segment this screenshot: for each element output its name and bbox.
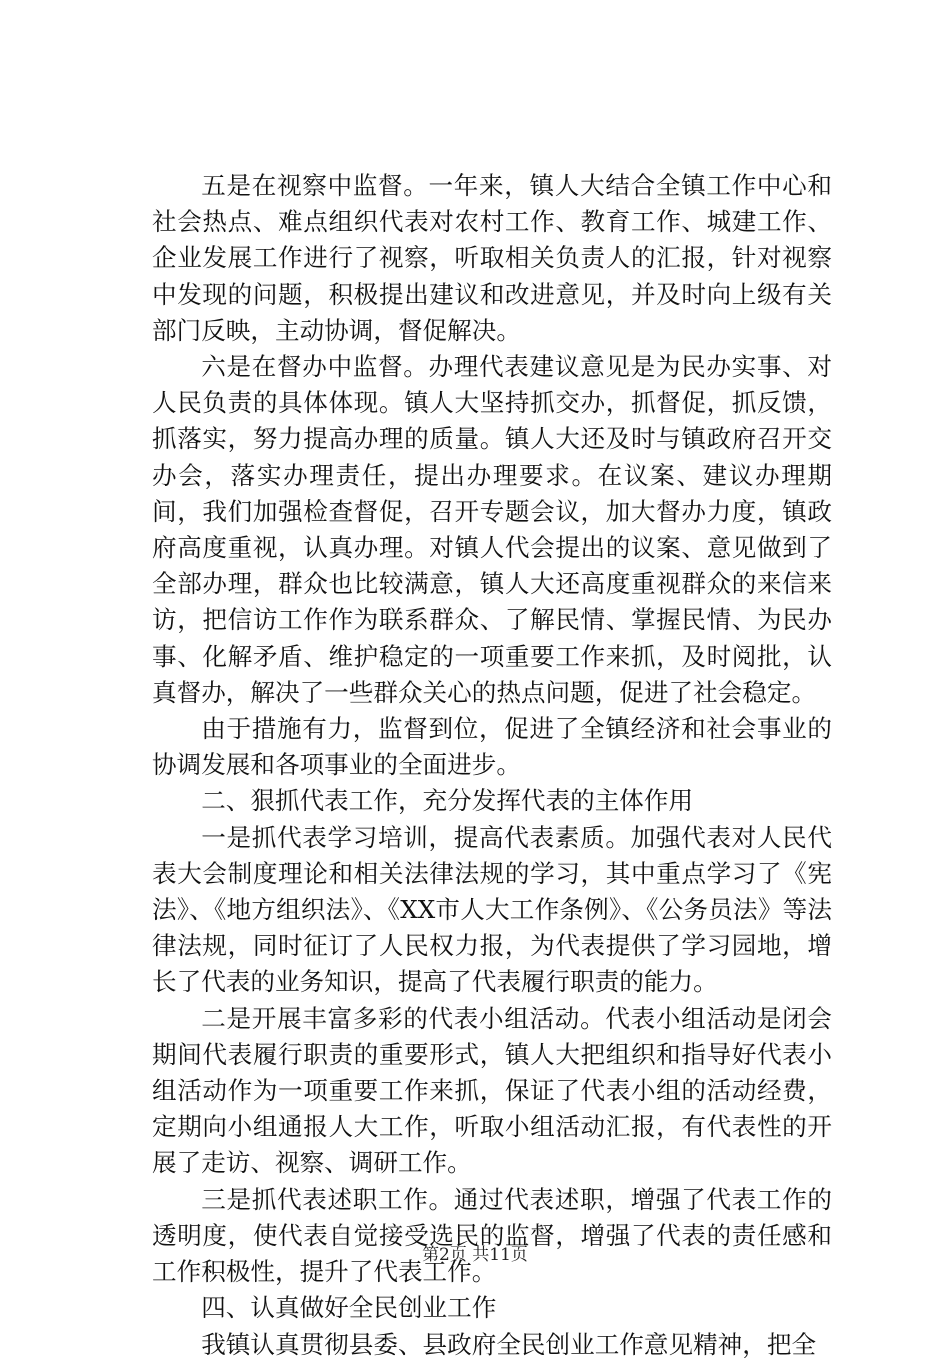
paragraph-handling-supervision: 六是在督办中监督。办理代表建议意见是为民办实事、对人民负责的具体体现。镇人大坚持抓交办，抓督促，抓反馈，抓落实，努力提高办理的质量。镇人大还及时与镇政府召开交办会，落实办理责任，提出办理要求。在议案、建议办理期间，我们加强检查督促，召开专题会议，加大督办力度，镇政府高度重视，认真办理。对镇人代会提出的议案、意见做到了全部办理，群众也比较满意，镇人大还高度重视群众的来信来访，把信访工作作为联系群众、了解民情、掌握民情、为民办事、化解矛盾、维护稳定的一项重要工作来抓，及时阅批，认真督办，解决了一些群众关心的热点问题，促进了社会稳定。 <box>152 352 832 707</box>
document-body <box>152 168 832 1363</box>
section-heading-deputy-work: 二、狠抓代表工作，充分发挥代表的主体作用 <box>201 786 694 816</box>
paragraph-inspection-supervision: 五是在视察中监督。一年来，镇人大结合全镇工作中心和社会热点、难点组织代表对农村工作、教育工作、城建工作、企业发展工作进行了视察，听取相关负责人的汇报，针对视察中发现的问题，积极提出建议和改进意见，并及时向上级有关部门反映，主动协调，督促解决。 <box>152 171 832 345</box>
paragraph-entrepreneurship: 我镇认真贯彻县委、县政府全民创业工作意见精神，把全 <box>201 1329 817 1359</box>
paragraph-deputy-training: 一是抓代表学习培训，提高代表素质。加强代表对人民代表大会制度理论和相关法律法规的学习，其中重点学习了《宪法》、《地方组织法》、《XX市人大工作条例》、《公务员法》等法律法规，同时征订了人民权力报，为代表提供了学习园地，增长了代表的业务知识，提高了代表履行职责的能力。 <box>152 822 832 997</box>
page-footer: 第2页 共11页 <box>422 1245 528 1265</box>
paragraph-deputy-group-activities: 二是开展丰富多彩的代表小组活动。代表小组活动是闭会期间代表履行职责的重要形式，镇人大把组织和指导好代表小组活动作为一项重要工作来抓，保证了代表小组的活动经费，定期向小组通报人大工作，听取小组活动汇报，有代表性的开展了走访、视察、调研工作。 <box>152 1003 832 1178</box>
paragraph-deputy-reporting: 三是抓代表述职工作。通过代表述职，增强了代表工作的透明度，使代表自觉接受选民的监督，增强了代表的责任感和工作积极性，提升了代表工作。 <box>152 1184 832 1287</box>
paragraph-summary: 由于措施有力，监督到位，促进了全镇经济和社会事业的协调发展和各项事业的全面进步。 <box>152 714 832 780</box>
section-heading-entrepreneurship: 四、认真做好全民创业工作 <box>201 1293 497 1323</box>
